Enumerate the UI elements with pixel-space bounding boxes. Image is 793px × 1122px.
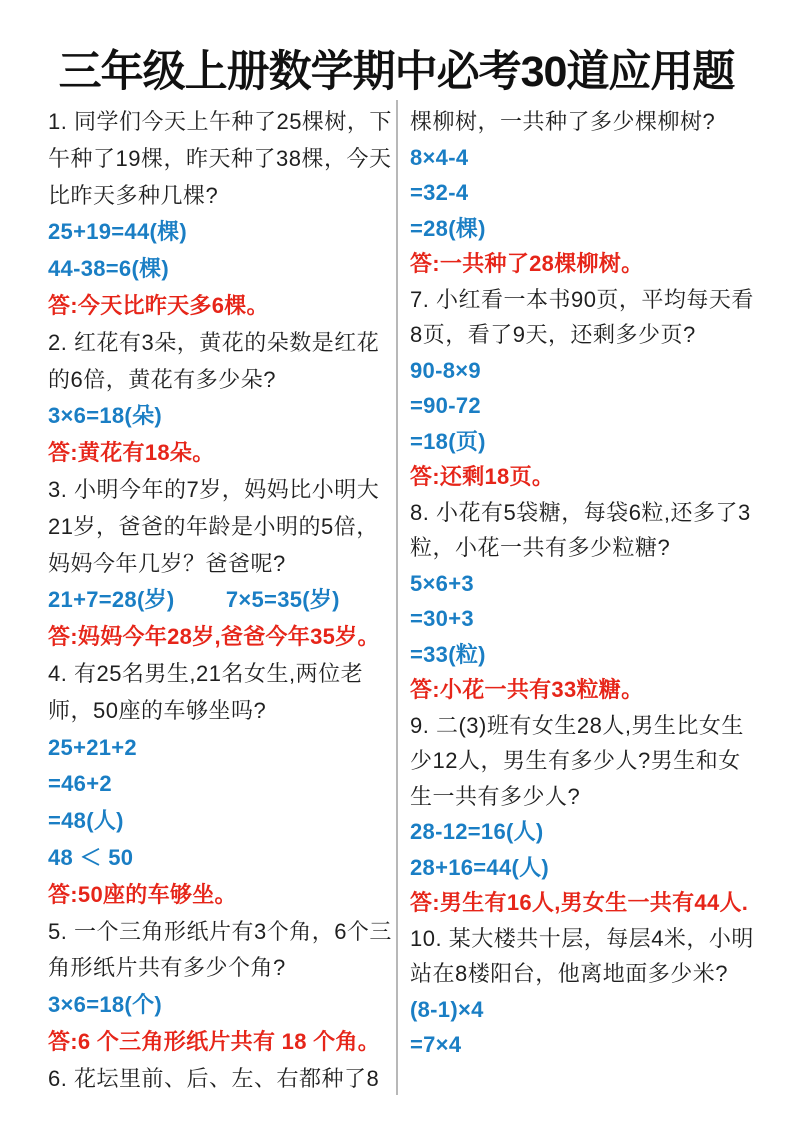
question-text-line: 比昨天多种几棵? [48,182,219,208]
answer-line: 答:妈妈今年28岁,爸爸今年35岁。 [48,624,380,650]
formula-line: 5×6+3 [410,570,474,596]
question-text-line: 生一共有多少人? [410,783,581,809]
formula-line: =48(人) [48,808,124,834]
formula-line: =32-4 [410,180,469,205]
question-text-line: 7. 小红看一本书90页，平均每天看 [410,286,754,312]
formula-line: 25+21+2 [48,734,137,760]
formula-line: 48 ＜ 50 [48,844,134,870]
formula-line: 44-38=6(棵) [48,256,170,282]
question-text-line: 粒，小花一共有多少粒糖? [410,535,671,560]
question-text-line: 9. 二(3)班有女生28人,男生比女生 [410,712,744,738]
answer-line: 答:今天比昨天多6棵。 [48,292,269,318]
question-text-line: 午种了19棵，昨天种了38棵，今天 [48,145,392,171]
formula-line: 3×6=18(个) [48,992,162,1018]
question-text-line: 站在8楼阳台，他离地面多少米? [410,961,728,986]
formula-line: (8-1)×4 [410,996,484,1022]
answer-line: 答:男生有16人,男女生一共有44人. [410,890,749,915]
formula-line: 28-12=16(人) [410,819,544,844]
formula-line: =33(粒) [410,641,486,667]
question-text-line: 妈妈今年几岁？爸爸呢? [48,550,286,576]
right-column [410,104,782,1063]
answer-line: 答:一共种了28棵柳树。 [410,251,644,276]
question-text-line: 5. 一个三角形纸片有3个角，6个三 [48,918,392,944]
left-column [48,104,392,1098]
answer-line: 答:6 个三角形纸片共有 18 个角。 [48,1028,381,1054]
answer-line: 答:50座的车够坐。 [48,881,237,907]
formula-line: =30+3 [410,606,474,631]
formula-line: 8×4-4 [410,144,469,170]
question-text-line: 21岁，爸爸的年龄是小明的5倍， [48,513,379,539]
question-text-line: 的6倍，黄花有多少朵? [48,366,276,392]
question-text-line: 4. 有25名男生,21名女生,两位老 [48,660,364,686]
formula-line: =18(页) [410,428,486,454]
answer-line: 答:黄花有18朵。 [48,440,215,466]
question-text-line: 8. 小花有5袋糖，每袋6粒,还多了3 [410,499,751,525]
question-text-line: 3. 小明今年的7岁，妈妈比小明大 [48,476,380,502]
column-divider [396,100,398,1095]
question-text-line: 2. 红花有3朵，黄花的朵数是红花 [48,329,380,355]
formula-line: 90-8×9 [410,357,481,383]
question-text-line: 棵柳树，一共种了多少棵柳树? [410,109,716,134]
question-text-line: 师，50座的车够坐吗? [48,697,267,723]
formula-line: 28+16=44(人) [410,854,550,880]
answer-line: 答:还剩18页。 [410,464,555,489]
formula-line: 21+7=28(岁) 7×5=35(岁) [48,587,340,613]
answer-line: 答:小花一共有33粒糖。 [410,677,644,702]
formula-line: =28(棵) [410,215,486,241]
question-text-line: 角形纸片共有多少个角? [48,955,286,981]
question-text-line: 6. 花坛里前、后、左、右都种了8 [48,1065,380,1091]
question-text-line: 少12人，男生有多少人?男生和女 [410,748,741,773]
formula-line: 25+19=44(棵) [48,219,188,245]
question-text-line: 1. 同学们今天上午种了25棵树，下 [48,109,392,134]
formula-line: =46+2 [48,771,112,797]
page-title: 三年级上册数学期中必考30道应用题 [58,48,735,96]
question-text-line: 10. 某大楼共十层，每层4米，小明 [410,925,754,951]
formula-line: =90-72 [410,393,481,418]
question-text-line: 8页，看了9天，还剩多少页? [410,322,696,347]
formula-line: 3×6=18(朵) [48,403,162,429]
formula-line: =7×4 [410,1032,462,1057]
